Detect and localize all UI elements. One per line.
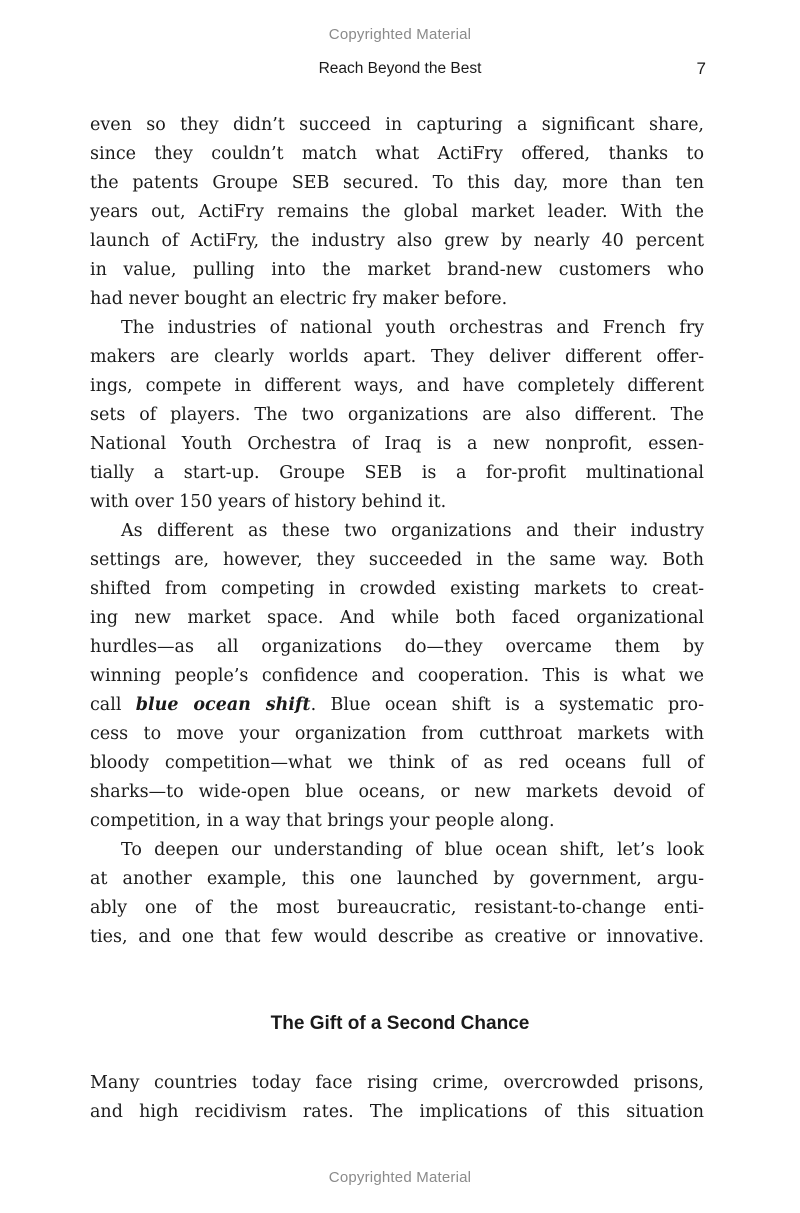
text-line: had never bought an electric fry maker before.: [90, 289, 508, 309]
text-line: in value, pulling into the market brand-new customers who: [90, 260, 704, 280]
paragraph-2: [90, 314, 704, 517]
text-line: settings are, however, they succeeded in the same way. Both: [90, 550, 704, 570]
text-line: shifted from competing in crowded existing markets to creat-: [90, 579, 704, 599]
text-line: the patents Groupe SEB secured. To this day, more than ten: [90, 173, 704, 193]
text-line: To deepen our understanding of blue ocean shift, let’s look: [121, 840, 704, 860]
text-line: ties, and one that few would describe as creative or innovative.: [90, 927, 704, 947]
text-line: cess to move your organization from cutthroat markets with: [90, 724, 704, 744]
text-line: hurdles—as all organizations do—they overcame them by: [90, 637, 704, 657]
page-number: 7: [696, 59, 706, 78]
text-line: since they couldn’t match what ActiFry offered, thanks to: [90, 144, 704, 164]
text-line: with over 150 years of history behind it.: [90, 492, 447, 512]
text-line: ings, compete in different ways, and have completely different: [90, 376, 704, 396]
copyright-watermark-top: Copyrighted Material: [328, 26, 472, 43]
text-line: Many countries today face rising crime, overcrowded prisons,: [90, 1073, 704, 1093]
text-fragment: . Blue ocean shift is a systematic pro-: [310, 695, 704, 715]
section-paragraph: [90, 1069, 704, 1127]
copyright-watermark-bottom: Copyrighted Material: [328, 1169, 472, 1186]
text-line: sets of players. The two organizations are also different. The: [90, 405, 704, 425]
text-line: As different as these two organizations and their industry: [121, 521, 704, 541]
text-line: tially a start-up. Groupe SEB is a for-profit multinational: [90, 463, 704, 483]
text-line: sharks—to wide-open blue oceans, or new markets devoid of: [90, 782, 704, 802]
text-line: competition, in a way that brings your people along.: [90, 811, 555, 831]
key-term-blue-ocean-shift: blue ocean shift: [135, 695, 311, 715]
text-line: and high recidivism rates. The implications of this situation: [90, 1102, 704, 1122]
text-line: even so they didn’t succeed in capturing a significant share,: [90, 115, 704, 135]
text-line: ably one of the most bureaucratic, resistant-to-change enti-: [90, 898, 704, 918]
text-line: makers are clearly worlds apart. They deliver different offer-: [90, 347, 704, 367]
running-head: Reach Beyond the Best: [318, 60, 482, 77]
section-heading: The Gift of a Second Chance: [270, 1013, 530, 1034]
text-line: years out, ActiFry remains the global market leader. With the: [90, 202, 704, 222]
body-text: [90, 111, 704, 952]
text-line: bloody competition—what we think of as red oceans full of: [90, 753, 704, 773]
text-line: National Youth Orchestra of Iraq is a new nonprofit, essen-: [90, 434, 704, 454]
text-fragment: call: [90, 695, 136, 715]
paragraph-4: [90, 836, 704, 952]
paragraph-3: [90, 517, 704, 836]
text-line: ing new market space. And while both faced organizational: [90, 608, 704, 628]
text-line: winning people’s confidence and cooperation. This is what we: [90, 666, 704, 686]
text-line: The industries of national youth orchestras and French fry: [121, 318, 704, 338]
text-line: launch of ActiFry, the industry also grew by nearly 40 percent: [90, 231, 704, 251]
paragraph-1: [90, 111, 704, 314]
text-line-with-term: [90, 691, 704, 720]
text-line: at another example, this one launched by government, argu-: [90, 869, 704, 889]
section-body-text: [90, 1069, 704, 1127]
